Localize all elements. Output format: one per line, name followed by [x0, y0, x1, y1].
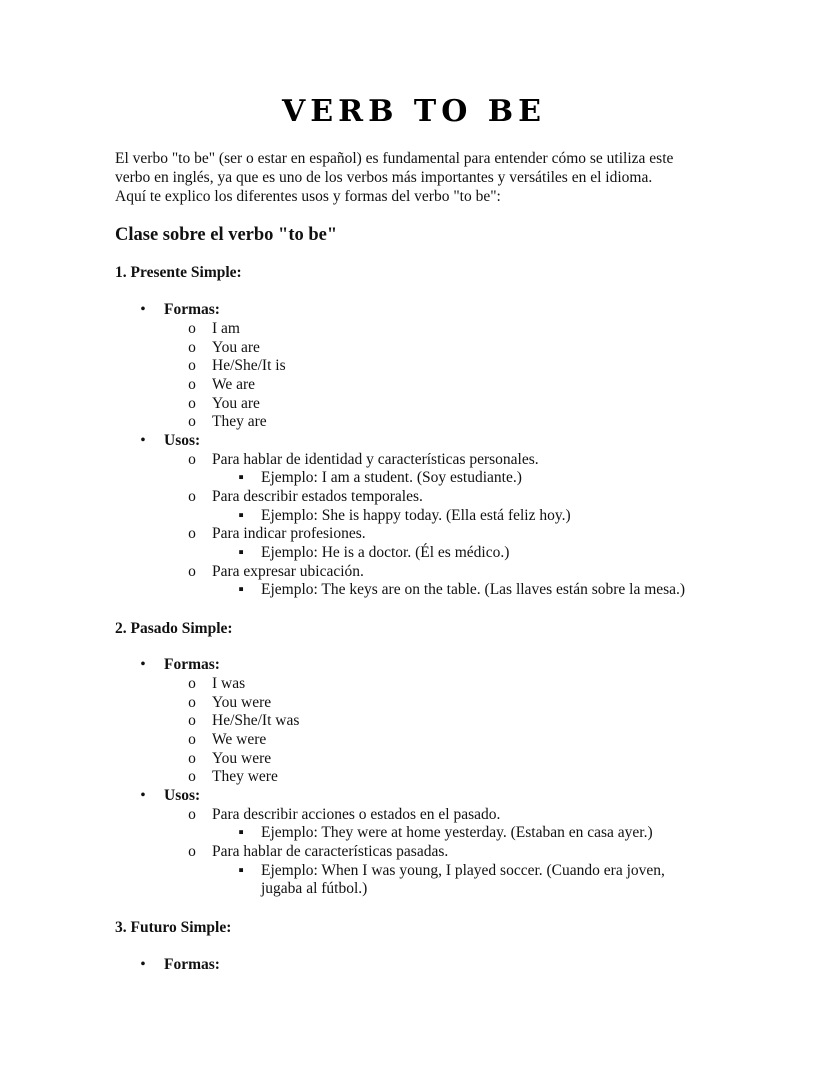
form-item: They are	[212, 413, 267, 430]
example-item: Ejemplo: When I was young, I played soccer. (Cuando era joven,	[261, 862, 665, 879]
circle-bullet-icon: o	[188, 320, 196, 337]
uses-label: Usos:	[164, 787, 201, 804]
forms-label: Formas:	[164, 956, 220, 973]
disc-bullet-icon: •	[140, 656, 146, 673]
circle-bullet-icon: o	[188, 712, 196, 729]
form-item: I am	[212, 320, 240, 337]
circle-bullet-icon: o	[188, 339, 196, 356]
square-bullet-icon: ▪	[238, 824, 244, 841]
square-bullet-icon: ▪	[238, 581, 244, 598]
section-heading: 2. Pasado Simple:	[115, 620, 233, 637]
use-item: Para hablar de identidad y características personales.	[212, 451, 539, 468]
forms-label: Formas:	[164, 656, 220, 673]
circle-bullet-icon: o	[188, 675, 196, 692]
intro-paragraph	[115, 149, 735, 206]
disc-bullet-icon: •	[140, 956, 146, 973]
square-bullet-icon: ▪	[238, 469, 244, 486]
circle-bullet-icon: o	[188, 563, 196, 580]
example-item: Ejemplo: I am a student. (Soy estudiante.)	[261, 469, 522, 486]
circle-bullet-icon: o	[188, 451, 196, 468]
document-title: VERB TO BE	[282, 94, 546, 129]
use-item: Para hablar de características pasadas.	[212, 843, 449, 860]
circle-bullet-icon: o	[188, 843, 196, 860]
intro-line: verbo en inglés, ya que es uno de los verbos más importantes y versátiles en el idioma.	[115, 169, 653, 186]
form-item: We are	[212, 376, 256, 393]
square-bullet-icon: ▪	[238, 862, 244, 879]
use-item: Para indicar profesiones.	[212, 525, 366, 542]
disc-bullet-icon: •	[140, 787, 146, 804]
form-item: He/She/It is	[212, 357, 286, 374]
class-heading: Clase sobre el verbo "to be"	[115, 225, 338, 245]
disc-bullet-icon: •	[140, 301, 146, 318]
form-item: He/She/It was	[212, 712, 300, 729]
circle-bullet-icon: o	[188, 395, 196, 412]
form-item: They were	[212, 768, 278, 785]
use-item: Para describir acciones o estados en el pasado.	[212, 806, 501, 823]
circle-bullet-icon: o	[188, 806, 196, 823]
circle-bullet-icon: o	[188, 694, 196, 711]
form-item: You are	[212, 339, 260, 356]
intro-line: Aquí te explico los diferentes usos y formas del verbo "to be":	[115, 188, 501, 205]
section-heading: 1. Presente Simple:	[115, 264, 242, 281]
circle-bullet-icon: o	[188, 525, 196, 542]
example-item: Ejemplo: He is a doctor. (Él es médico.)	[261, 544, 510, 561]
form-item: You are	[212, 395, 260, 412]
form-item: We were	[212, 731, 267, 748]
square-bullet-icon: ▪	[238, 544, 244, 561]
example-item: Ejemplo: The keys are on the table. (Las llaves están sobre la mesa.)	[261, 581, 686, 598]
uses-label: Usos:	[164, 432, 201, 449]
circle-bullet-icon: o	[188, 413, 196, 430]
example-item: Ejemplo: They were at home yesterday. (Estaban en casa ayer.)	[261, 824, 653, 841]
forms-label: Formas:	[164, 301, 220, 318]
example-item: Ejemplo: She is happy today. (Ella está feliz hoy.)	[261, 507, 571, 524]
form-item: You were	[212, 750, 272, 767]
example-item-continuation: jugaba al fútbol.)	[261, 880, 368, 897]
circle-bullet-icon: o	[188, 750, 196, 767]
section-heading: 3. Futuro Simple:	[115, 919, 232, 936]
disc-bullet-icon: •	[140, 432, 146, 449]
square-bullet-icon: ▪	[238, 507, 244, 524]
circle-bullet-icon: o	[188, 357, 196, 374]
circle-bullet-icon: o	[188, 376, 196, 393]
form-item: I was	[212, 675, 246, 692]
use-item: Para describir estados temporales.	[212, 488, 423, 505]
circle-bullet-icon: o	[188, 768, 196, 785]
circle-bullet-icon: o	[188, 488, 196, 505]
form-item: You were	[212, 694, 272, 711]
circle-bullet-icon: o	[188, 731, 196, 748]
use-item: Para expresar ubicación.	[212, 563, 364, 580]
intro-line: El verbo "to be" (ser o estar en español) es fundamental para entender cómo se utiliza este	[115, 150, 674, 167]
